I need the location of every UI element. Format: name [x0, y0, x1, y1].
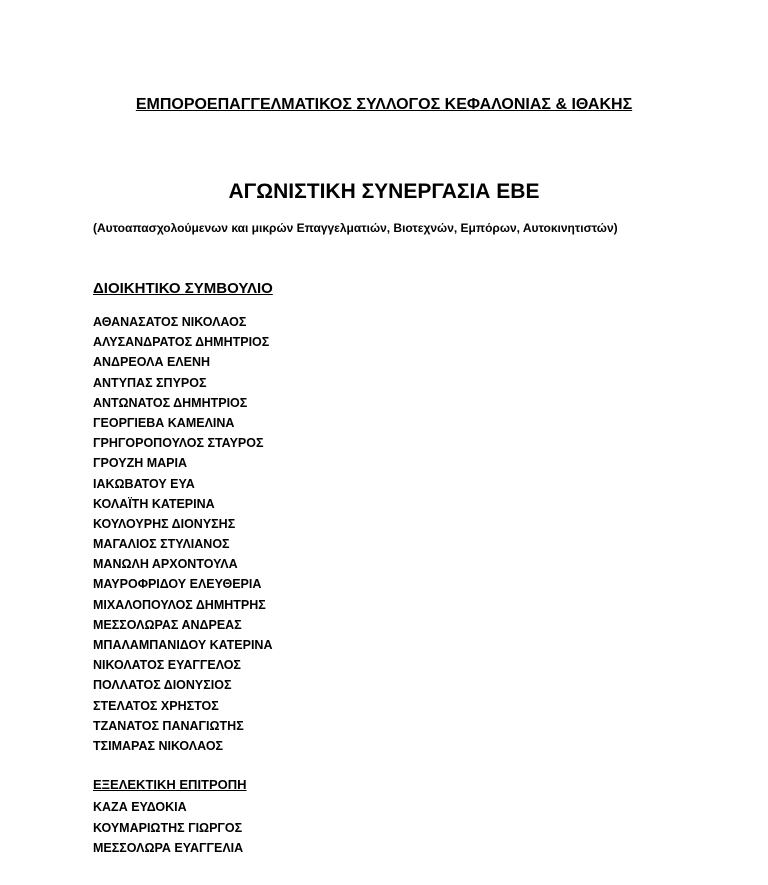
board-member: ΤΣΙΜΑΡΑΣ ΝΙΚΟΛΑΟΣ: [93, 738, 224, 753]
board-member: ΑΝΔΡΕΟΛΑ ΕΛΕΝΗ: [93, 355, 211, 370]
board-member: ΜΑΝΩΛΗ ΑΡΧΟΝΤΟΥΛΑ: [93, 557, 238, 572]
board-member: ΠΟΛΛΑΤΟΣ ΔΙΟΝΥΣΙΟΣ: [93, 678, 232, 693]
list-subtitle: (Αυτοαπασχολούμενων και μικρών Επαγγελματιών, Βιοτεχνών, Εμπόρων, Αυτοκινητιστών): [93, 221, 618, 235]
board-member: ΜΑΥΡΟΦΡΙΔΟΥ ΕΛΕΥΘΕΡΙΑ: [93, 577, 262, 592]
list-title: ΑΓΩΝΙΣΤΙΚΗ ΣΥΝΕΡΓΑΣΙΑ ΕΒΕ: [228, 180, 540, 203]
board-member: ΑΝΤΩΝΑΤΟΣ ΔΗΜΗΤΡΙΟΣ: [93, 395, 248, 410]
board-member: ΜΠΑΛΑΜΠΑΝΙΔΟΥ ΚΑΤΕΡΙΝΑ: [93, 638, 273, 652]
board-member: ΓΕΟΡΓΙΕΒΑ ΚΑΜΕΛΙΝΑ: [93, 415, 235, 430]
audit-committee-member: ΜΕΣΣΟΛΩΡΑ ΕΥΑΓΓΕΛΙΑ: [93, 841, 244, 855]
board-member: ΜΕΣΣΟΛΩΡΑΣ ΑΝΔΡΕΑΣ: [93, 617, 242, 632]
board-member: ΓΡΗΓΟΡΟΠΟΥΛΟΣ ΣΤΑΥΡΟΣ: [93, 436, 264, 451]
board-member: ΣΤΕΛΑΤΟΣ ΧΡΗΣΤΟΣ: [93, 698, 219, 713]
board-heading: ΔΙΟΙΚΗΤΙΚΟ ΣΥΜΒΟΥΛΙΟ: [93, 280, 273, 297]
audit-committee-member: ΚΟΥΜΑΡΙΩΤΗΣ ΓΙΩΡΓΟΣ: [93, 820, 243, 835]
audit-committee-heading: ΕΞΕΛΕΚΤΙΚΗ ΕΠΙΤΡΟΠΗ: [93, 777, 247, 792]
board-member: ΙΑΚΩΒΑΤΟΥ ΕΥΑ: [93, 476, 195, 491]
board-member: ΤΖΑΝΑΤΟΣ ΠΑΝΑΓΙΩΤΗΣ: [93, 718, 244, 733]
organization-title: ΕΜΠΟΡΟΕΠΑΓΓΕΛΜΑΤΙΚΟΣ ΣΥΛΛΟΓΟΣ ΚΕΦΑΛΟΝΙΑΣ & ΙΘΑΚΗΣ: [135, 96, 633, 113]
board-member: ΑΛΥΣΑΝΔΡΑΤΟΣ ΔΗΜΗΤΡΙΟΣ: [93, 335, 270, 350]
board-member: ΑΘΑΝΑΣΑΤΟΣ ΝΙΚΟΛΑΟΣ: [93, 315, 247, 329]
board-member: ΚΟΛΑΪΤΗ ΚΑΤΕΡΙΝΑ: [93, 496, 215, 511]
board-member: ΜΙΧΑΛΟΠΟΥΛΟΣ ΔΗΜΗΤΡΗΣ: [93, 597, 266, 612]
board-member-list: [93, 312, 273, 756]
board-member: ΜΑΓΑΛΙΟΣ ΣΤΥΛΙΑΝΟΣ: [93, 537, 230, 552]
board-member: ΓΡΟΥΖΗ ΜΑΡΙΑ: [93, 456, 187, 471]
audit-committee-member-list: [93, 797, 243, 859]
board-member: ΝΙΚΟΛΑΤΟΣ ΕΥΑΓΓΕΛΟΣ: [93, 658, 241, 673]
board-member: ΑΝΤΥΠΑΣ ΣΠΥΡΟΣ: [93, 375, 207, 390]
audit-committee-member: ΚΑΖΑ ΕΥΔΟΚΙΑ: [93, 800, 187, 814]
board-member: ΚΟΥΛΟΥΡΗΣ ΔΙΟΝΥΣΗΣ: [93, 516, 236, 531]
